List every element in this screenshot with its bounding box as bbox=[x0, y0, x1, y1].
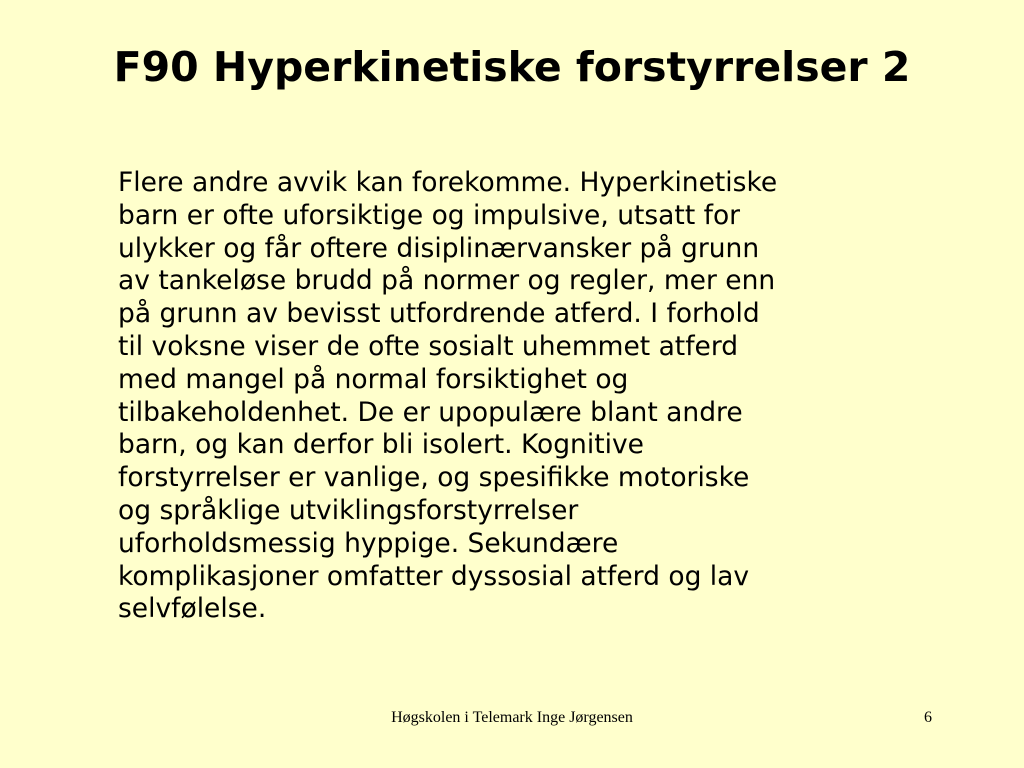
body-line: på grunn av bevisst utfordrende atferd. I forhold bbox=[118, 298, 760, 330]
body-line: barn, og kan derfor bli isolert. Kognitive bbox=[118, 429, 644, 461]
slide-page-number: 6 bbox=[924, 709, 932, 726]
body-line: barn er ofte uforsiktige og impulsive, utsatt for bbox=[118, 199, 741, 231]
slide-footer: Høgskolen i Telemark Inge Jørgensen bbox=[391, 709, 633, 726]
body-line: og språklige utviklingsforstyrrelser bbox=[118, 494, 579, 526]
body-line: selvfølelse. bbox=[118, 593, 267, 625]
body-line: Flere andre avvik kan forekomme. Hyperkinetiske bbox=[118, 167, 778, 198]
body-line: av tankeløse brudd på normer og regler, mer enn bbox=[118, 265, 776, 297]
slide-title: F90 Hyperkinetiske forstyrrelser 2 bbox=[113, 43, 911, 91]
slide-body-paragraph bbox=[118, 167, 918, 626]
body-line: ulykker og får oftere disiplinærvansker på grunn bbox=[118, 232, 760, 264]
body-line: med mangel på normal forsiktighet og bbox=[118, 363, 629, 395]
body-line: uforholdsmessig hyppige. Sekundære bbox=[118, 527, 619, 559]
body-line: til voksne viser de ofte sosialt uhemmet atferd bbox=[118, 330, 739, 362]
body-line: tilbakeholdenhet. De er upopulære blant andre bbox=[118, 396, 743, 428]
body-line: forstyrrelser er vanlige, og spesifikke motoriske bbox=[118, 462, 750, 494]
body-line: komplikasjoner omfatter dyssosial atferd og lav bbox=[118, 560, 750, 592]
